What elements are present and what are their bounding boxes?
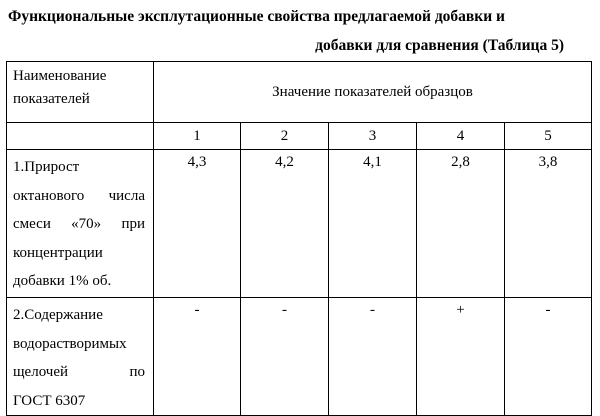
row-name-line: 1.Прирост [13,159,80,175]
header-name-line-1: Наименование [13,68,107,84]
value-cell: - [505,298,592,416]
header-name-cell [7,62,154,123]
row-name-line: концентрации [13,244,103,261]
row-name-cell [7,150,154,298]
table-row [7,298,592,416]
value-cell: 4,3 [154,150,241,298]
header-row [7,62,592,123]
row-name-line: 2.Содержание [13,307,103,323]
sample-number-row [7,123,592,150]
value-cell: - [154,298,241,416]
table-caption-line-1: Функциональные эксплутационные свойства предлагаемой добавки и [8,8,505,25]
row-name-line: ГОСТ 6307 [13,392,86,409]
table-caption-line-2: добавки для сравнения (Таблица 5) [315,37,564,54]
value-cell: 4,1 [329,150,417,298]
sample-number-empty-cell [7,123,154,150]
row-name-line: водорастворимых [13,335,127,352]
value-cell: - [329,298,417,416]
sample-number: 2 [241,123,329,150]
value-cell: 4,2 [241,150,329,298]
value-cell: 2,8 [417,150,505,298]
sample-number: 4 [417,123,505,150]
row-name-line: добавки 1% об. [13,273,112,289]
header-name-line-2: показателей [13,91,90,107]
properties-table [6,61,592,416]
row-name-line: октанового числа [13,187,145,204]
value-cell: 3,8 [505,150,592,298]
sample-number: 3 [329,123,417,150]
header-values-title: Значение показателей образцов [154,62,592,123]
row-name-line: смеси «70» при [13,216,145,232]
value-cell: + [417,298,505,416]
sample-number: 5 [505,123,592,150]
table-row [7,150,592,298]
value-cell: - [241,298,329,416]
row-name-cell [7,298,154,416]
row-name-line: щелочей по [13,364,145,380]
sample-number: 1 [154,123,241,150]
